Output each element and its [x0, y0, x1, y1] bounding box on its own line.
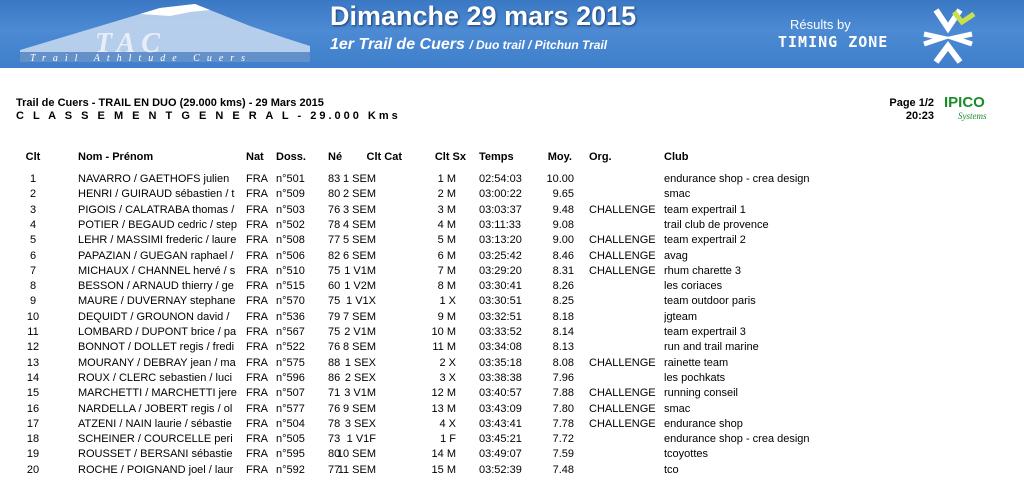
- row-club: endurance shop - crea design: [664, 433, 810, 446]
- row-nat: FRA: [246, 371, 268, 384]
- row-bib: n°503: [276, 203, 305, 216]
- row-bib: n°504: [276, 417, 305, 430]
- row-name: POTIER / BEGAUD cedric / step: [78, 218, 237, 231]
- row-name: ATZENI / NAIN laurie / sébastie: [78, 417, 232, 430]
- row-rank: 7: [29, 264, 37, 277]
- row-nat: FRA: [246, 188, 268, 201]
- row-nat: FRA: [246, 417, 268, 430]
- row-org: CHALLENGE: [589, 356, 656, 369]
- row-cat-rank: 1 V1M: [344, 264, 376, 277]
- report-title: Trail de Cuers - TRAIL EN DUO (29.000 kms) - 29 Mars 2015: [16, 97, 324, 109]
- row-time: 03:30:41: [479, 280, 522, 293]
- row-nat: FRA: [246, 448, 268, 461]
- row-club: trail club de provence: [664, 218, 769, 231]
- row-bib: n°508: [276, 234, 305, 247]
- row-club: team expertrail 3: [664, 326, 746, 338]
- row-bib: n°567: [276, 326, 305, 338]
- row-time: 03:43:41: [479, 417, 522, 430]
- page-number: Page 1/2: [889, 97, 934, 109]
- row-name: PIGOIS / CALATRABA thomas /: [78, 203, 235, 216]
- row-rank: 10: [26, 310, 40, 323]
- row-avg: 7.80: [552, 402, 574, 415]
- row-bib: n°507: [276, 387, 305, 400]
- row-bib: n°595: [276, 448, 305, 461]
- row-avg: 8.26: [552, 280, 574, 293]
- row-bib: n°502: [276, 218, 305, 231]
- row-name: ROCHE / POIGNAND joel / laur: [78, 463, 234, 476]
- row-cat-rank: 1 SEM: [342, 173, 376, 185]
- page-info: [880, 97, 934, 123]
- row-nat: FRA: [246, 295, 268, 308]
- row-avg: 7.59: [552, 448, 574, 461]
- row-club: endurance shop: [664, 417, 743, 430]
- row-bib: n°515: [276, 280, 305, 293]
- row-rank: 3: [29, 203, 37, 216]
- row-cat-rank: 1 V2M: [344, 280, 376, 293]
- row-nat: FRA: [246, 203, 268, 216]
- row-name: MICHAUX / CHANNEL hervé / s: [78, 264, 236, 277]
- row-cat-rank: 1 V1F: [346, 433, 376, 446]
- row-time: 03:45:21: [479, 433, 522, 446]
- results-by-label: Résults by: [790, 17, 851, 32]
- row-nat: FRA: [246, 326, 268, 338]
- row-name: BONNOT / DOLLET regis / fredi: [78, 341, 235, 354]
- row-bib: n°506: [276, 249, 305, 262]
- row-avg: 9.08: [552, 218, 574, 231]
- row-avg: 8.31: [552, 264, 574, 277]
- row-born: 75: [328, 295, 341, 308]
- row-nat: FRA: [246, 433, 268, 446]
- row-cat-rank: 3 V1M: [344, 387, 376, 400]
- row-cat-rank: 8 SEM: [342, 341, 376, 354]
- row-sex-rank: 2 M: [437, 188, 456, 201]
- row-rank: 1: [29, 173, 37, 185]
- row-name: DEQUIDT / GROUNON david /: [78, 310, 230, 323]
- row-avg: 7.96: [552, 371, 574, 384]
- row-born: 60: [328, 280, 341, 293]
- row-time: 03:30:51: [479, 295, 522, 308]
- row-club: tcoyottes: [664, 448, 709, 461]
- row-nat: FRA: [246, 249, 268, 262]
- row-sex-rank: 5 M: [437, 234, 456, 247]
- ipico-logo: IPICO: [944, 94, 985, 111]
- row-nat: FRA: [246, 387, 268, 400]
- row-club: team expertrail 2: [664, 234, 746, 247]
- row-rank: 8: [29, 280, 37, 293]
- row-cat-rank: 9 SEM: [342, 402, 376, 415]
- row-rank: 11: [27, 326, 39, 338]
- row-org: CHALLENGE: [589, 417, 656, 430]
- row-time: 03:11:33: [479, 218, 522, 231]
- row-sex-rank: 2 X: [439, 356, 456, 369]
- row-rank: 13: [26, 356, 40, 369]
- row-time: 03:40:57: [479, 387, 522, 400]
- row-bib: n°592: [276, 463, 305, 476]
- row-cat-rank: 10 SEM: [336, 448, 376, 461]
- row-sex-rank: 3 X: [439, 371, 456, 384]
- row-born: 82: [328, 249, 341, 262]
- row-club: les pochkats: [664, 371, 726, 384]
- row-time: 03:38:38: [479, 371, 522, 384]
- row-sex-rank: 14 M: [431, 448, 456, 461]
- row-bib: n°596: [276, 371, 305, 384]
- event-subtitle: [330, 36, 607, 54]
- row-born: 86: [328, 371, 341, 384]
- row-name: LEHR / MASSIMI frederic / laure: [78, 234, 237, 247]
- row-name: ROUSSET / BERSANI sébastie: [78, 448, 233, 461]
- row-nat: FRA: [246, 463, 268, 476]
- row-org: CHALLENGE: [589, 249, 656, 262]
- row-sex-rank: 1 F: [440, 433, 456, 446]
- row-born: 76: [328, 341, 341, 354]
- row-born: 80: [328, 188, 341, 201]
- row-name: LOMBARD / DUPONT brice / pa: [78, 326, 237, 338]
- event-title: Dimanche 29 mars 2015: [330, 1, 637, 31]
- row-nat: FRA: [246, 264, 268, 277]
- row-club: smac: [664, 402, 691, 415]
- row-cat-rank: 2 SEM: [342, 188, 376, 201]
- row-time: 02:54:03: [479, 173, 522, 185]
- row-name: NARDELLA / JOBERT regis / ol: [78, 402, 233, 415]
- row-bib: n°509: [276, 188, 305, 201]
- row-rank: 18: [26, 433, 40, 446]
- row-name: PAPAZIAN / GUEGAN raphael /: [78, 249, 234, 262]
- header-born: Né: [328, 151, 343, 163]
- row-nat: FRA: [246, 341, 268, 354]
- row-org: CHALLENGE: [589, 203, 656, 216]
- row-avg: 7.78: [552, 417, 574, 430]
- row-club: tco: [664, 463, 679, 476]
- row-time: 03:03:37: [479, 203, 522, 216]
- header-clt: Clt: [25, 151, 41, 163]
- row-avg: 10.00: [546, 173, 574, 185]
- row-sex-rank: 9 M: [437, 310, 456, 323]
- row-avg: 8.13: [552, 341, 574, 354]
- header-time: Temps: [479, 151, 514, 163]
- row-nat: FRA: [246, 173, 268, 185]
- row-cat-rank: 1 SEX: [344, 356, 376, 369]
- row-name: MOURANY / DEBRAY jean / ma: [78, 356, 236, 369]
- row-nat: FRA: [246, 310, 268, 323]
- row-born: 77: [328, 463, 341, 476]
- row-bib: n°510: [276, 264, 305, 277]
- row-rank: 12: [26, 341, 40, 354]
- report-subtitle: C L A S S E M E N T G E N E R A L - 29.000 Kms: [16, 110, 401, 122]
- row-avg: 8.08: [552, 356, 574, 369]
- row-nat: FRA: [246, 218, 268, 231]
- row-name: ROUX / CLERC sebastien / luci: [78, 371, 233, 384]
- row-rank: 9: [29, 295, 37, 308]
- row-cat-rank: 7 SEM: [342, 310, 376, 323]
- row-time: 03:43:09: [479, 402, 522, 415]
- subtitle-extra: / Duo trail / Pitchun Trail: [469, 38, 608, 52]
- row-sex-rank: 4 M: [437, 218, 456, 231]
- row-sex-rank: 6 M: [437, 249, 456, 262]
- row-cat-rank: 1 V1X: [346, 295, 376, 308]
- logo-subtext: Trail Athltude Cuers: [30, 53, 253, 64]
- row-rank: 16: [26, 402, 40, 415]
- row-club: rhum charette 3: [664, 264, 742, 277]
- row-rank: 19: [26, 448, 40, 461]
- row-bib: n°536: [276, 310, 305, 323]
- row-club: run and trail marine: [664, 341, 759, 354]
- row-born: 78: [328, 218, 341, 231]
- row-rank: 6: [29, 249, 37, 262]
- row-rank: 20: [26, 463, 40, 476]
- header-bib: Doss.: [276, 151, 306, 163]
- timing-zone-icon: [918, 4, 978, 64]
- print-time: 20:23: [905, 110, 934, 122]
- row-time: 03:49:07: [479, 448, 522, 461]
- row-org: CHALLENGE: [589, 264, 656, 277]
- row-sex-rank: 7 M: [437, 264, 456, 277]
- row-rank: 2: [29, 188, 37, 201]
- row-born: 76: [328, 402, 341, 415]
- row-sex-rank: 1 X: [439, 295, 456, 308]
- row-time: 03:35:18: [479, 356, 522, 369]
- row-born: 75: [328, 326, 341, 338]
- timing-zone-label: TIMING ZONE: [778, 33, 889, 51]
- row-cat-rank: 3 SEM: [342, 203, 376, 216]
- row-avg: 9.48: [552, 203, 574, 216]
- row-cat-rank: 4 SEM: [342, 218, 376, 231]
- row-time: 03:52:39: [479, 463, 522, 476]
- row-club: endurance shop - crea design: [664, 173, 810, 185]
- row-name: MARCHETTI / MARCHETTI jere: [78, 387, 237, 400]
- header-name: Nom - Prénom: [78, 151, 154, 163]
- row-sex-rank: 12 M: [431, 387, 456, 400]
- row-born: 79: [328, 310, 341, 323]
- row-org: CHALLENGE: [589, 387, 656, 400]
- row-cat-rank: 2 SEX: [344, 371, 376, 384]
- row-org: CHALLENGE: [589, 402, 656, 415]
- row-time: 03:29:20: [479, 264, 522, 277]
- row-nat: FRA: [246, 402, 268, 415]
- header-nat: Nat: [246, 151, 264, 163]
- row-born: 78: [328, 417, 341, 430]
- row-rank: 14: [26, 371, 40, 384]
- row-bib: n°577: [276, 402, 305, 415]
- header-sex-rank: Clt Sx: [434, 151, 466, 163]
- row-sex-rank: 11 M: [432, 341, 456, 354]
- header-club: Club: [664, 151, 689, 163]
- header-avg: Moy.: [547, 151, 572, 163]
- header-banner: [0, 0, 1024, 68]
- row-sex-rank: 3 M: [437, 203, 456, 216]
- row-bib: n°501: [276, 173, 305, 185]
- row-rank: 17: [26, 417, 40, 430]
- row-cat-rank: 6 SEM: [342, 249, 376, 262]
- row-bib: n°505: [276, 433, 305, 446]
- row-born: 71: [328, 387, 341, 400]
- header-org: Org.: [589, 151, 612, 163]
- row-cat-rank: 3 SEX: [344, 417, 376, 430]
- row-sex-rank: 13 M: [431, 402, 456, 415]
- row-born: 83: [328, 173, 341, 185]
- row-avg: 7.48: [552, 463, 574, 476]
- row-bib: n°522: [276, 341, 305, 354]
- row-club: avag: [664, 249, 688, 262]
- row-rank: 5: [29, 234, 37, 247]
- row-time: 03:32:51: [479, 310, 522, 323]
- row-bib: n°570: [276, 295, 305, 308]
- row-born: 76: [328, 203, 341, 216]
- subtitle-main: 1er Trail de Cuers: [330, 36, 465, 53]
- header-cat-rank: Clt Cat: [366, 151, 402, 163]
- row-name: NAVARRO / GAETHOFS julien: [78, 173, 230, 185]
- row-time: 03:25:42: [479, 249, 522, 262]
- row-name: HENRI / GUIRAUD sébastien / t: [78, 188, 235, 201]
- report-header: [16, 97, 401, 123]
- row-name: MAURE / DUVERNAY stephane: [78, 295, 236, 308]
- row-nat: FRA: [246, 280, 268, 293]
- row-club: running conseil: [664, 387, 738, 400]
- row-avg: 8.25: [552, 295, 574, 308]
- row-cat-rank: 2 V1M: [344, 326, 376, 338]
- row-avg: 9.00: [552, 234, 574, 247]
- row-cat-rank: 11 SEM: [337, 463, 376, 476]
- row-born: 75: [328, 264, 341, 277]
- row-club: team expertrail 1: [664, 203, 746, 216]
- row-born: 73: [328, 433, 341, 446]
- row-time: 03:13:20: [479, 234, 522, 247]
- logo-text: TAC: [95, 28, 166, 59]
- row-sex-rank: 10 M: [431, 326, 456, 338]
- row-club: team outdoor paris: [664, 295, 756, 308]
- row-cat-rank: 5 SEM: [342, 234, 376, 247]
- row-sex-rank: 8 M: [437, 280, 456, 293]
- row-born: 77: [328, 234, 341, 247]
- row-time: 03:00:22: [479, 188, 522, 201]
- row-club: rainette team: [664, 356, 729, 369]
- row-rank: 4: [29, 218, 37, 231]
- row-name: BESSON / ARNAUD thierry / ge: [78, 280, 234, 293]
- row-born: 88: [328, 356, 341, 369]
- row-name: SCHEINER / COURCELLE peri: [78, 433, 233, 446]
- row-sex-rank: 15 M: [431, 463, 456, 476]
- row-avg: 9.65: [552, 188, 574, 201]
- row-avg: 8.18: [552, 310, 574, 323]
- row-avg: 8.14: [552, 326, 574, 338]
- row-born: 80: [328, 448, 341, 461]
- row-avg: 7.72: [552, 433, 574, 446]
- row-bib: n°575: [276, 356, 305, 369]
- row-avg: 8.46: [552, 249, 574, 262]
- row-club: jgteam: [664, 310, 698, 323]
- row-nat: FRA: [246, 234, 268, 247]
- row-sex-rank: 4 X: [439, 417, 456, 430]
- ipico-subtext: Systems: [958, 111, 987, 121]
- row-sex-rank: 1 M: [437, 173, 456, 185]
- row-club: les coriaces: [664, 280, 723, 293]
- row-rank: 15: [26, 387, 40, 400]
- row-time: 03:33:52: [479, 326, 522, 338]
- row-avg: 7.88: [552, 387, 574, 400]
- row-time: 03:34:08: [479, 341, 522, 354]
- row-nat: FRA: [246, 356, 268, 369]
- row-club: smac: [664, 188, 691, 201]
- row-org: CHALLENGE: [589, 234, 656, 247]
